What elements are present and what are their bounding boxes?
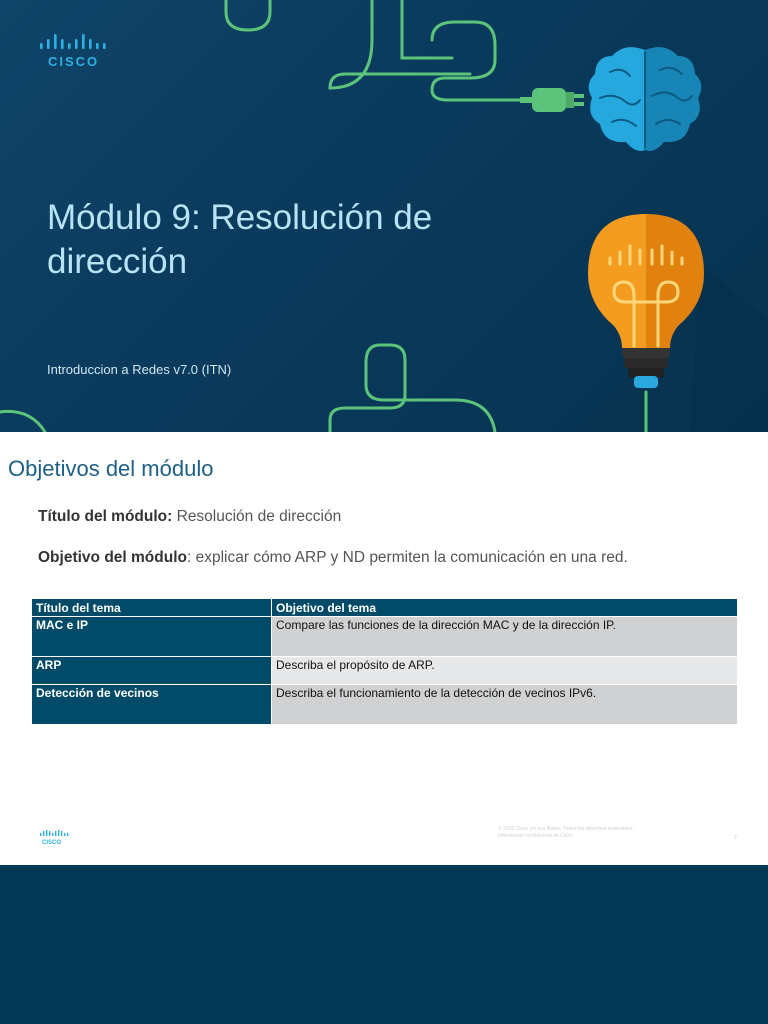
light-bulb-icon	[588, 214, 704, 388]
topics-table	[31, 598, 738, 725]
slide-heading: Objetivos del módulo	[8, 456, 214, 481]
table-cell-objective: Describa el propósito de ARP.	[272, 657, 738, 685]
brain-icon	[589, 47, 702, 151]
table-cell-topic: ARP	[32, 657, 272, 685]
module-objective-label: Objetivo del módulo	[38, 549, 187, 566]
module-title-line	[38, 508, 341, 526]
module-objective-value: : explicar cómo ARP y ND permiten la comunicación en una red.	[186, 549, 628, 566]
footer-copyright	[498, 826, 634, 840]
table-header-row	[32, 599, 738, 617]
table-cell-objective: Describa el funcionamiento de la detección de vecinos IPv6.	[272, 685, 738, 725]
slide-title: Módulo 9: Resolución de dirección	[47, 198, 433, 281]
footer-page-number: 2	[734, 835, 737, 841]
module-objective-line	[38, 549, 628, 567]
table-cell-topic: Detección de vecinos	[32, 685, 272, 725]
plug-icon	[520, 88, 584, 112]
footer-logo-text: CISCO	[42, 840, 62, 846]
footer-cisco-logo	[40, 830, 72, 846]
footer-confidential-line: Información confidencial de Cisco	[498, 833, 573, 839]
table-cell-objective: Compare las funciones de la dirección MAC y de la dirección IP.	[272, 617, 738, 657]
header-topic-title: Título del tema	[32, 599, 272, 617]
footer-copyright-line: © 2016 Cisco y/o sus filiales. Todos los derechos reservados.	[498, 826, 634, 832]
cisco-logo-text: CISCO	[48, 54, 100, 69]
table-cell-topic: MAC e IP	[32, 617, 272, 657]
objectives-slide	[0, 432, 768, 865]
module-title-label: Título del módulo:	[38, 508, 173, 525]
slide-subtitle: Introduccion a Redes v7.0 (ITN)	[47, 362, 232, 377]
header-topic-objective: Objetivo del tema	[272, 599, 738, 617]
table-row	[32, 685, 738, 725]
module-title-value: Resolución de dirección	[172, 508, 342, 525]
table-row	[32, 617, 738, 657]
cisco-logo-bars	[40, 34, 110, 54]
title-slide	[0, 0, 768, 432]
table-row	[32, 657, 738, 685]
